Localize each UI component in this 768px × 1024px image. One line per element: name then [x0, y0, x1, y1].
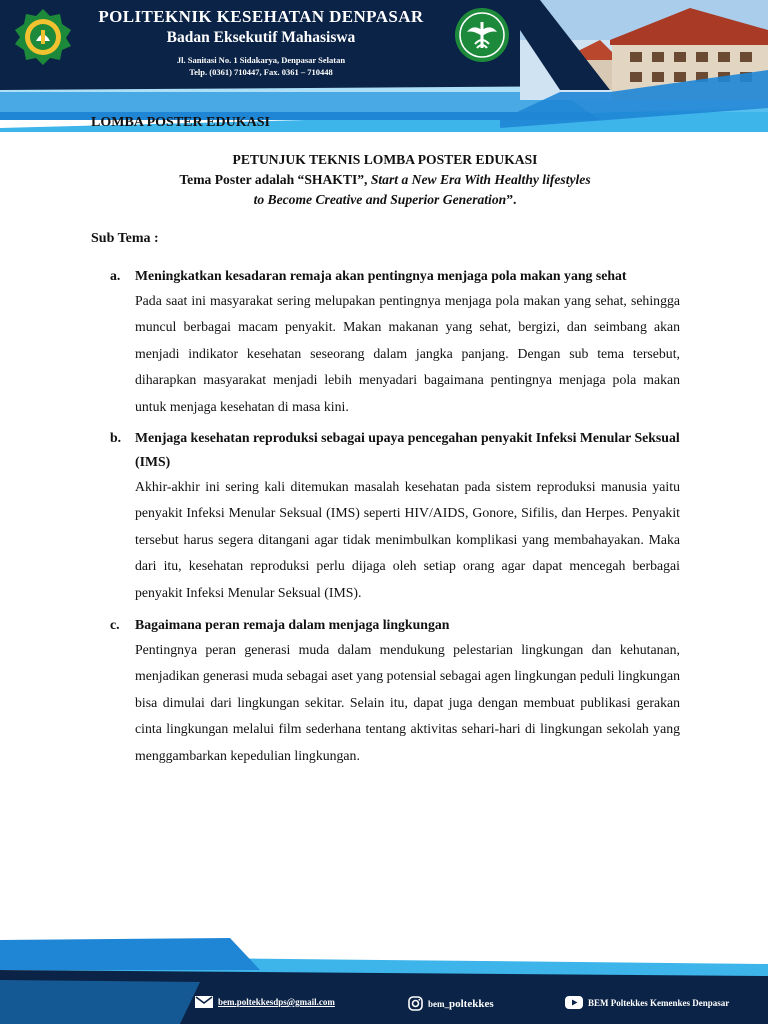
section-heading — [110, 613, 680, 637]
institution-address: Jl. Sanitasi No. 1 Sidakarya, Denpasar Selatan — [176, 55, 346, 65]
section-title: Bagaimana peran remaja dalam menjaga lingkungan — [135, 617, 450, 632]
subtema-section-a — [110, 264, 680, 434]
section-title: Meningkatkan kesadaran remaja akan pentingnya menjaga pola makan yang sehat — [135, 268, 627, 283]
section-body: Pentingnya peran generasi muda dalam mendukung pelestarian lingkungan dan kehutanan, menjadikan generasi muda sebagai aset yang potensial sebagai agen lingkungan peduli lingkungan bisa dimulai dari lingkungan sekitar. Selain itu, dapat juga dengan membuat publikasi gerakan cinta lingkungan melalui film sederhana tentang aktivitas sehari-hari di lingkungan sekolah yang menggambarkan kepedulian lingkungan. — [135, 642, 680, 763]
organization-name: Badan Eksekutif Mahasiswa — [166, 29, 356, 46]
youtube-icon — [565, 996, 583, 1009]
institution-name: POLITEKNIK KESEHATAN DENPASAR — [98, 7, 424, 26]
subtema-section-c — [110, 613, 680, 783]
instagram-handle: poltekkes — [449, 997, 494, 1010]
footer-background — [0, 930, 768, 1024]
section-heading — [110, 264, 680, 288]
institution-phone: Telp. (0361) 710447, Fax. 0361 – 710448 — [189, 67, 333, 77]
section-letter: c. — [110, 617, 120, 632]
section-letter: b. — [110, 430, 122, 445]
section-body: Pada saat ini masyarakat sering melupakan pentingnya menjaga pola makan yang sehat, sehingga muncul berbagai macam penyakit. Makan makanan yang sehat, bergizi, dan seimbang akan menjadi indikator kesehatan seseorang dalam jangka panjang. Dengan sub tema tersebut, diharapkan masyarakat menjadi lebih menyadari bagaimana pentingnya menjaga pola makan untuk menjaga kesehatan di masa kini. — [135, 293, 680, 414]
instagram-prefix: bem_ — [428, 998, 449, 1009]
email-icon — [195, 996, 213, 1008]
footer-youtube[interactable] — [565, 996, 729, 1009]
youtube-channel: BEM Poltekkes Kemenkes Denpasar — [588, 997, 730, 1008]
theme-tagline-2: to Become Creative and Superior Generation — [253, 192, 507, 207]
subtema-label: Sub Tema : — [91, 231, 159, 246]
theme-tagline-1: Start a New Era With Healthy lifestyles — [370, 172, 591, 187]
theme-end: ”. — [506, 192, 517, 207]
theme-mid: ”, — [357, 172, 371, 187]
theme-line-2 — [80, 190, 690, 210]
theme-name: SHAKTI — [304, 172, 358, 187]
letterhead-footer — [0, 930, 768, 1024]
footer-email[interactable] — [195, 996, 335, 1008]
kemenkes-logo-icon — [453, 6, 511, 64]
section-title: Menjaga kesehatan reproduksi sebagai upaya pencegahan penyakit Infeksi Menular Seksual (IMS) — [135, 430, 680, 469]
document-title-block — [80, 150, 690, 210]
letterhead — [0, 0, 768, 132]
document-title: PETUNJUK TEKNIS LOMBA POSTER EDUKASI — [232, 152, 538, 167]
theme-prefix: Tema Poster adalah “ — [179, 172, 305, 187]
subtema-section-b — [110, 426, 680, 620]
poltekkes-logo-icon — [14, 8, 72, 66]
theme-line — [80, 170, 690, 190]
instagram-icon — [408, 996, 423, 1011]
header-stripe-overlay — [500, 0, 768, 132]
institution-heading — [76, 6, 446, 78]
section-letter: a. — [110, 268, 121, 283]
document-label: LOMBA POSTER EDUKASI — [91, 115, 270, 130]
footer-instagram[interactable] — [408, 996, 494, 1011]
section-body: Akhir-akhir ini sering kali ditemukan masalah kesehatan pada sistem reproduksi manusia yaitu penyakit Infeksi Menular Seksual (IMS) seperti HIV/AIDS, Gonore, Sifilis, dan Herpes. Penyakit tersebut harus segera ditangani agar tidak menimbulkan komplikasi yang membahayakan. Maka dari itu, kesehatan reproduksi perlu dijaga oleh setiap orang agar dapat mencegah berbagai penyakit Infeksi Menular Seksual (IMS). — [135, 479, 680, 600]
email-address[interactable]: bem.poltekkesdps@gmail.com — [218, 997, 335, 1007]
section-heading — [110, 426, 680, 474]
